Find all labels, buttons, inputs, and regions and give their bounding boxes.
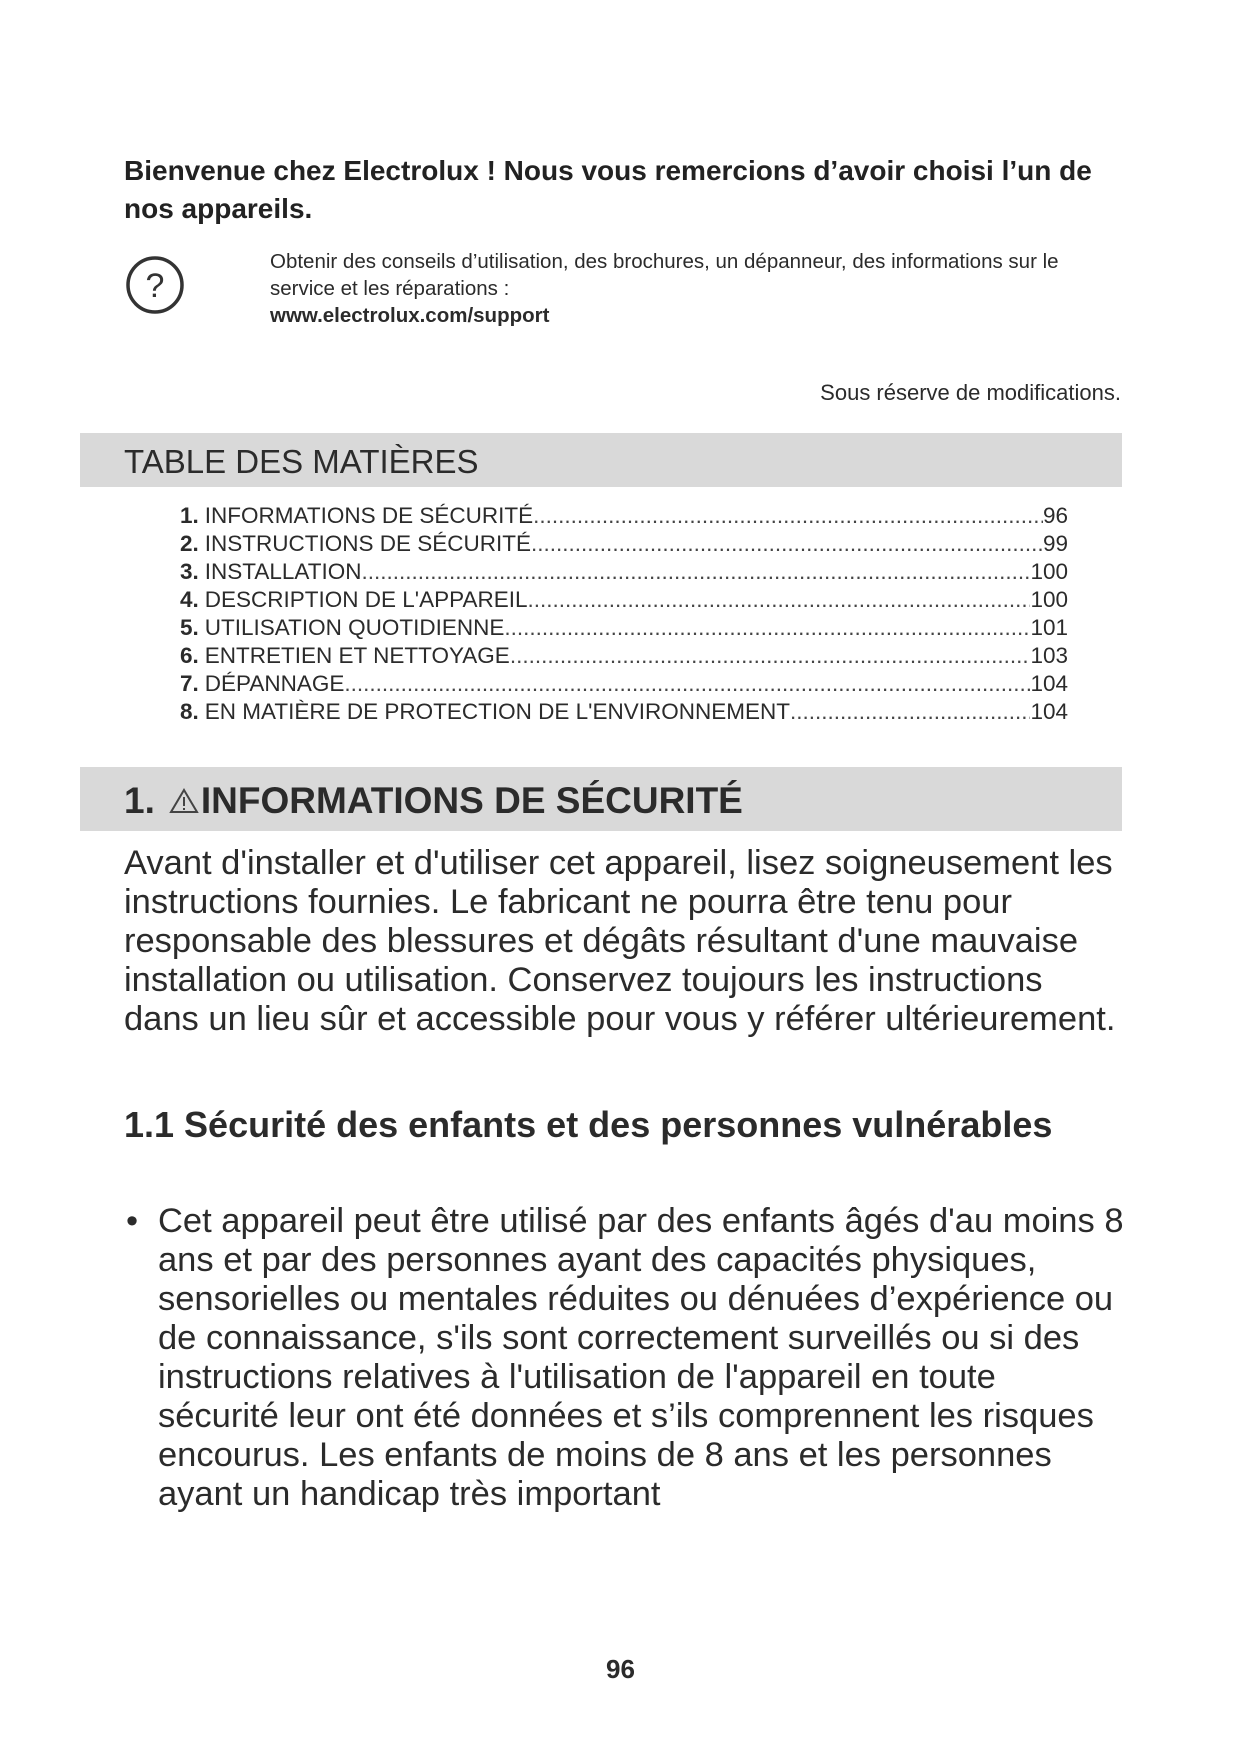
toc-header-bar [80, 433, 1122, 487]
toc-item-page: 99 [1042, 531, 1068, 556]
toc-item[interactable] [180, 614, 1068, 642]
toc-item-label: DÉPANNAGE [204, 671, 345, 696]
toc-item[interactable] [180, 558, 1068, 586]
question-circle-icon [124, 254, 186, 316]
toc-item-page: 96 [1042, 503, 1068, 528]
toc-leader [533, 502, 1043, 530]
bullet-dot: • [126, 1202, 139, 1240]
page-number: 96 [606, 1654, 635, 1684]
toc-item-page: 103 [1030, 643, 1068, 668]
section-title-text: INFORMATIONS DE SÉCURITÉ [200, 780, 743, 821]
toc-item-page: 104 [1030, 671, 1068, 696]
section-number: 1. [124, 780, 155, 821]
toc-item-number: 4. [180, 587, 199, 612]
toc-leader [344, 670, 1030, 698]
toc-item-label: INSTALLATION [204, 559, 362, 584]
toc-item-label: DESCRIPTION DE L'APPAREIL [204, 587, 528, 612]
toc-item-page: 100 [1030, 587, 1068, 612]
toc-leader [790, 698, 1031, 726]
toc-item-page: 101 [1030, 615, 1068, 640]
toc-leader [510, 642, 1031, 670]
support-text: Obtenir des conseils d’utilisation, des brochures, un dépanneur, des informations sur le service et les réparations : [270, 250, 1059, 300]
toc-leader [531, 530, 1043, 558]
toc-item-page: 100 [1030, 559, 1068, 584]
toc-item-page: 104 [1030, 699, 1068, 724]
toc-item-label: EN MATIÈRE DE PROTECTION DE L'ENVIRONNEMENT [204, 699, 790, 724]
welcome-heading: Bienvenue chez Electrolux ! Nous vous remercions d’avoir choisi l’un de nos appareils. [124, 155, 1092, 224]
toc-item[interactable] [180, 586, 1068, 614]
toc-item-label: ENTRETIEN ET NETTOYAGE [204, 643, 510, 668]
toc-item-number: 8. [180, 699, 199, 724]
toc-item-label: INFORMATIONS DE SÉCURITÉ [204, 503, 534, 528]
toc-item[interactable] [180, 530, 1068, 558]
toc-leader [361, 558, 1030, 586]
toc-item-label: UTILISATION QUOTIDIENNE [204, 615, 505, 640]
toc-item-number: 7. [180, 671, 199, 696]
bullet-text: Cet appareil peut être utilisé par des enfants âgés d'au moins 8 ans et par des personnes ayant des capacités physiques, sensorielles ou mentales réduites ou dénuées d’expérience ou de connaissance, s'ils sont correctement surveillés ou si des instructions relatives à l'utilisation de l'appareil en toute sécurité leur ont été données et s’ils comprennent les risques encourus. Les enfants de moins de 8 ans et les personnes ayant un handicap très important [158, 1202, 1124, 1513]
toc-item[interactable] [180, 670, 1068, 698]
sub-heading: 1.1 Sécurité des enfants et des personnes vulnérables [124, 1104, 1053, 1145]
toc-title: TABLE DES MATIÈRES [124, 443, 479, 480]
section-title [124, 779, 743, 823]
support-info [270, 248, 1120, 329]
svg-text:?: ? [145, 267, 165, 305]
bullet-item [124, 1202, 1124, 1514]
toc-item-number: 3. [180, 559, 199, 584]
toc-item[interactable] [180, 642, 1068, 670]
table-of-contents [180, 502, 1068, 726]
toc-leader [527, 586, 1030, 614]
warning-triangle-icon [169, 787, 199, 815]
toc-item-label: INSTRUCTIONS DE SÉCURITÉ [204, 531, 532, 556]
intro-paragraph: Avant d'installer et d'utiliser cet appareil, lisez soigneusement les instructions fournies. Le fabricant ne pourra être tenu pour responsable des blessures et dégâts résultant d'une mauvaise installation ou utilisation. Conservez toujours les instructions dans un lieu sûr et accessible pour vous y référer ultérieurement. [124, 844, 1116, 1038]
reserve-note: Sous réserve de modifications. [820, 380, 1121, 405]
toc-item-number: 2. [180, 531, 199, 556]
toc-item-number: 1. [180, 503, 199, 528]
support-url[interactable]: www.electrolux.com/support [270, 304, 550, 327]
section-header-bar [80, 767, 1122, 831]
toc-leader [504, 614, 1030, 642]
toc-item[interactable] [180, 698, 1068, 726]
toc-item-number: 6. [180, 643, 199, 668]
toc-item[interactable] [180, 502, 1068, 530]
toc-item-number: 5. [180, 615, 199, 640]
